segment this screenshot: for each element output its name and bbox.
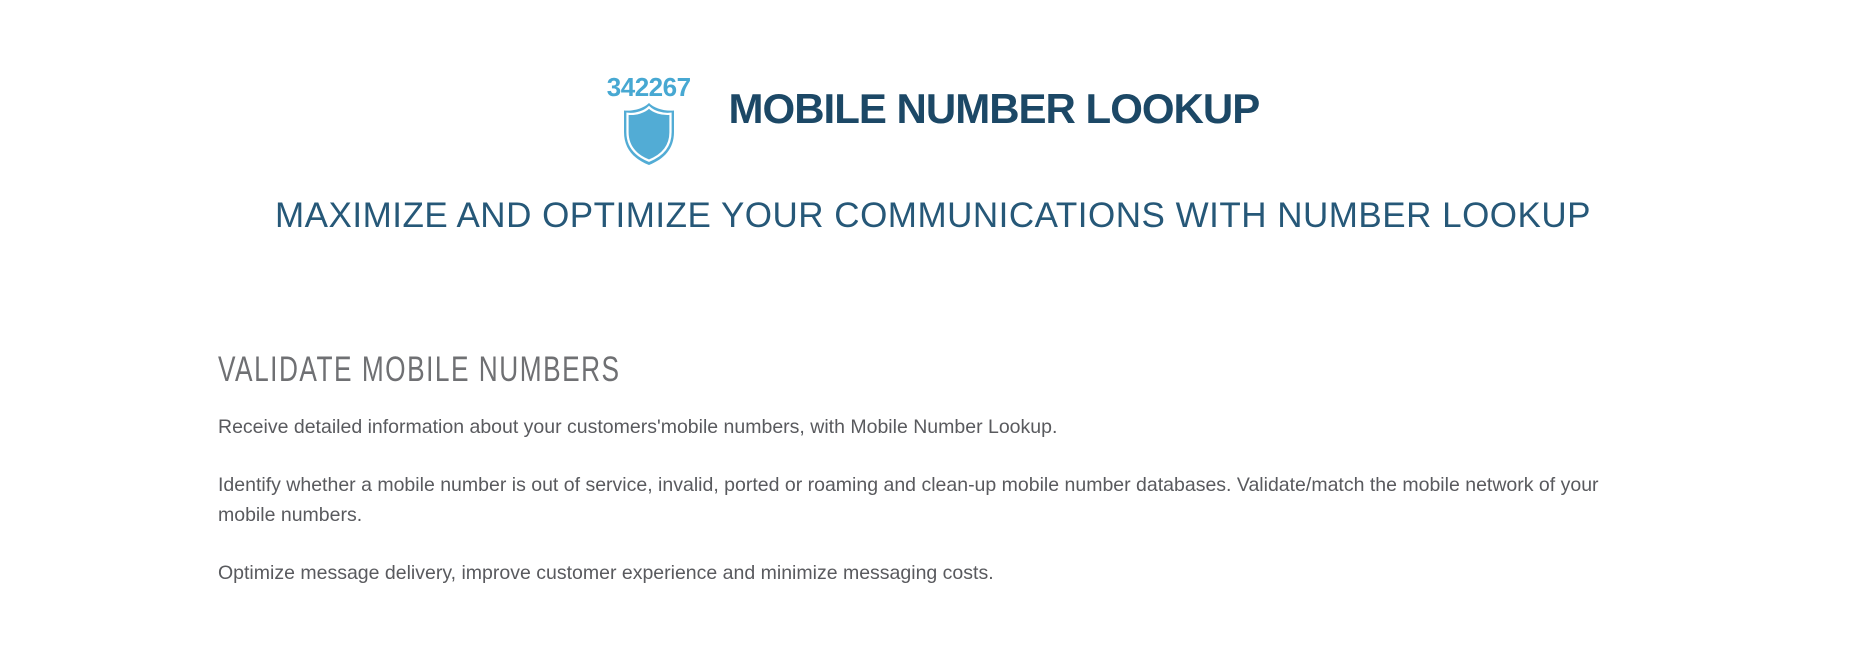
shield-icon <box>621 102 677 166</box>
logo-row <box>0 0 1866 166</box>
page-subtitle: MAXIMIZE AND OPTIMIZE YOUR COMMUNICATIONS WITH NUMBER LOOKUP <box>275 196 1591 235</box>
page-header <box>0 0 1866 236</box>
paragraph-receive-info: Receive detailed information about your customers'mobile numbers, with Mobile Number Lookup. <box>218 416 1058 438</box>
paragraph-optimize-delivery: Optimize message delivery, improve customer experience and minimize messaging costs. <box>218 562 994 584</box>
section-heading: VALIDATE MOBILE NUMBERS <box>218 350 621 389</box>
logo-number: 342267 <box>606 72 691 102</box>
paragraph-identify-numbers: Identify whether a mobile number is out of service, invalid, ported or roaming and clean-up mobile number databases. Validate/match the mobile network of your mobile numbers. <box>218 474 1599 526</box>
main-content <box>0 350 1866 588</box>
page-title: MOBILE NUMBER LOOKUP <box>728 85 1260 132</box>
logo[interactable] <box>607 72 691 166</box>
validate-section <box>218 350 1648 588</box>
